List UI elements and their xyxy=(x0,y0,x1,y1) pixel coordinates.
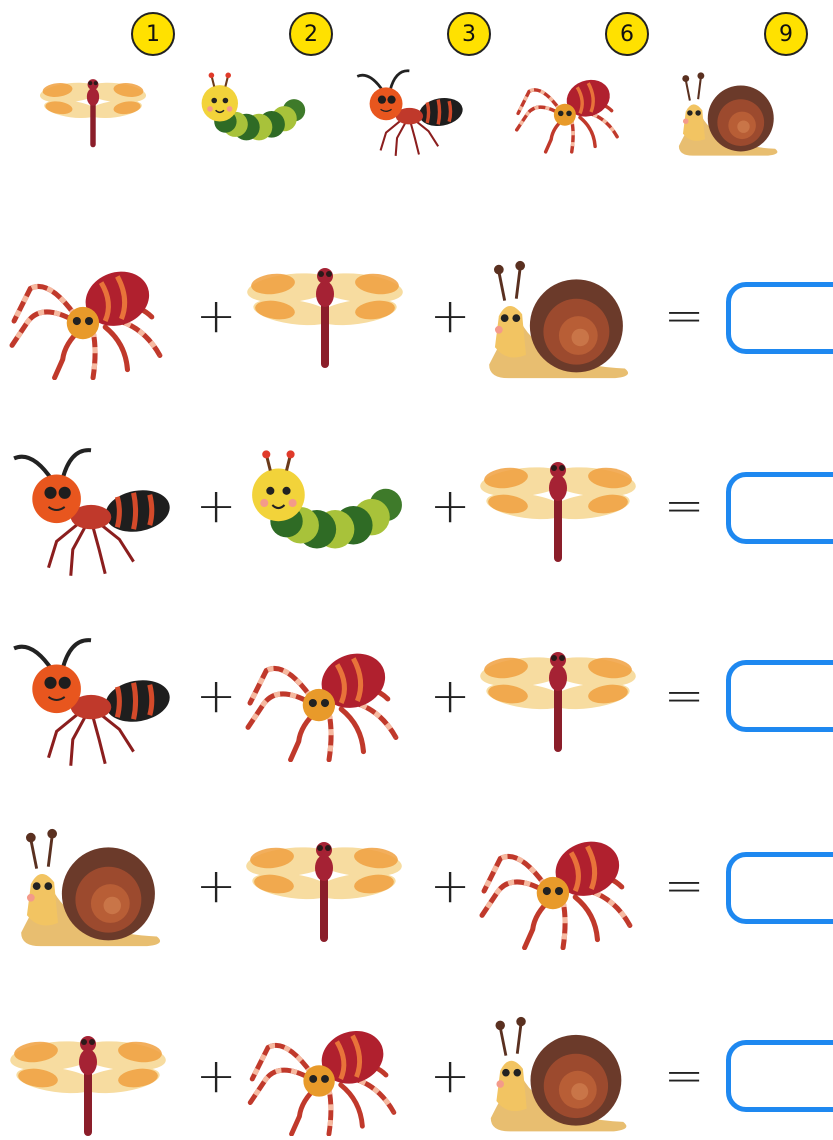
eq2-ant-icon xyxy=(8,440,170,582)
eq3-spider-icon xyxy=(244,640,406,762)
eq5-plus-1: + xyxy=(196,1048,237,1104)
eq3-equals: = xyxy=(664,668,705,724)
eq4-snail-icon xyxy=(8,826,170,952)
eq1-snail-icon xyxy=(476,258,638,384)
eq3-ant-icon xyxy=(8,630,170,772)
eq4-answer-box[interactable] xyxy=(726,852,833,924)
eq1-answer-box[interactable] xyxy=(726,282,833,354)
eq3-answer-box[interactable] xyxy=(726,660,833,732)
eq2-answer-box[interactable] xyxy=(726,472,833,544)
eq5-equals: = xyxy=(664,1048,705,1104)
eq1-dragonfly-icon xyxy=(245,262,405,372)
eq5-spider-icon xyxy=(244,1018,406,1136)
eq5-plus-2: + xyxy=(430,1048,471,1104)
key-value-badge-snail: 9 xyxy=(764,12,808,56)
eq1-spider-icon xyxy=(8,258,170,380)
eq3-dragonfly-icon xyxy=(478,646,638,756)
eq4-spider-icon xyxy=(478,828,640,950)
eq2-dragonfly-icon xyxy=(478,456,638,566)
eq4-plus-2: + xyxy=(430,858,471,914)
eq5-dragonfly-icon xyxy=(8,1030,168,1140)
eq2-plus-1: + xyxy=(196,478,237,534)
eq4-plus-1: + xyxy=(196,858,237,914)
key-value-badge-dragonfly: 1 xyxy=(131,12,175,56)
eq3-plus-1: + xyxy=(196,668,237,724)
eq1-plus-1: + xyxy=(196,288,237,344)
eq2-caterpillar-icon xyxy=(244,450,406,562)
eq4-equals: = xyxy=(664,858,705,914)
eq1-equals: = xyxy=(664,288,705,344)
eq4-dragonfly-icon xyxy=(244,836,404,946)
key-dragonfly-icon xyxy=(38,75,148,150)
eq3-plus-2: + xyxy=(430,668,471,724)
key-value-badge-caterpillar: 2 xyxy=(289,12,333,56)
key-spider-icon xyxy=(514,70,624,154)
key-ant-icon xyxy=(352,64,464,160)
eq5-answer-box[interactable] xyxy=(726,1040,833,1112)
key-caterpillar-icon xyxy=(196,68,308,154)
key-snail-icon xyxy=(672,70,782,160)
eq1-plus-2: + xyxy=(430,288,471,344)
eq5-snail-icon xyxy=(476,1014,638,1137)
key-value-badge-spider: 6 xyxy=(605,12,649,56)
eq2-plus-2: + xyxy=(430,478,471,534)
eq2-equals: = xyxy=(664,478,705,534)
key-value-badge-ant: 3 xyxy=(447,12,491,56)
